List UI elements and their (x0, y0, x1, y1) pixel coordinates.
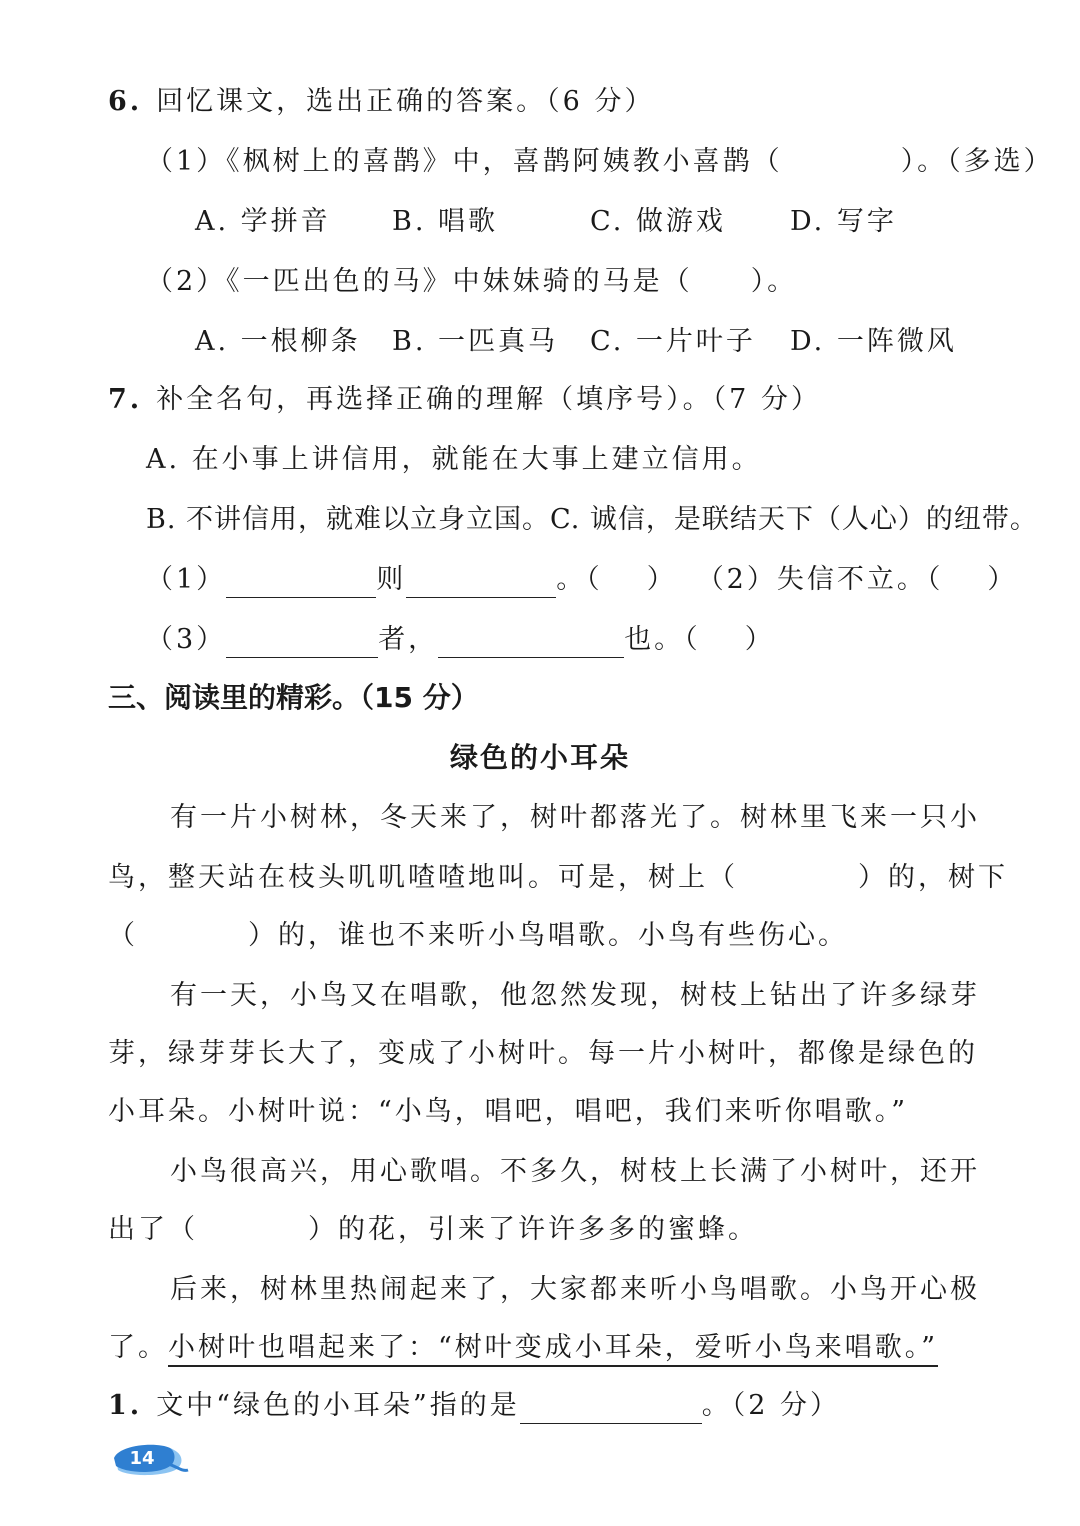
passage-line-2-tail: ）的，树下 (858, 862, 1008, 893)
passage-line-8-text: ）的花，引来了许许多多的蜜蜂。 (308, 1214, 758, 1245)
q6-header (108, 84, 654, 120)
q6-sub2-option-a: A. 一根柳条 (195, 326, 361, 357)
q7-fill-1-label: （1） (146, 564, 227, 595)
q7-option-bc: B. 不讲信用，就难以立身立国。C. 诚信，是联结天下（人心）的纽带。 (146, 504, 1038, 535)
passage-line-1: 有一片小树林，冬天来了，树叶都落光了。树林里飞来一只小 (170, 802, 980, 833)
q7-fill-3-blank-b[interactable] (438, 627, 624, 658)
passage-line-3-text: ）的，谁也不来听小鸟唱歌。小鸟有些伤心。 (248, 920, 848, 951)
reading-q1-blank[interactable] (520, 1393, 702, 1424)
reading-q1-number: 1. (108, 1390, 143, 1421)
q7-fill-1-blank-a[interactable] (226, 567, 376, 598)
passage-underlined-sentence: 小树叶也唱起来了：“树叶变成小耳朵，爱听小鸟来唱歌。” (168, 1332, 938, 1367)
q6-sub1-option-a: A. 学拼音 (195, 206, 331, 237)
page-number: 14 (129, 1448, 155, 1469)
q7-fill-2-close: ） (987, 564, 1018, 595)
passage-line-5: 芽，绿芽芽长大了，变成了小树叶。每一片小树叶，都像是绿色的 (108, 1038, 978, 1069)
q7-option-a: A. 在小事上讲信用，就能在大事上建立信用。 (146, 444, 762, 475)
q6-sub1-option-d: D. 写字 (790, 206, 897, 237)
q7-fill-1-mid: 则 (376, 564, 407, 595)
q7-fill-3-label: （3） (146, 624, 227, 655)
q6-sub2 (146, 264, 797, 300)
passage-line-3-open: （ (108, 920, 138, 951)
q7-fill-2-label: （2）失信不立。（ (696, 564, 944, 595)
passage-line-2-text: 鸟，整天站在枝头叽叽喳喳地叫。可是，树上（ (108, 862, 738, 893)
q7-fill-1-blank-b[interactable] (406, 567, 556, 598)
q7-fill-3-close: ） (744, 624, 775, 655)
q7-fill-1 (146, 562, 1017, 598)
q7-header (108, 382, 821, 418)
q6-number: 6. (108, 86, 143, 117)
q6-sub1-option-b: B. 唱歌 (392, 206, 499, 237)
passage-title: 绿色的小耳朵 (449, 741, 630, 774)
q7-fill-1-close: ） (646, 564, 677, 595)
q6-sub1-option-c: C. 做游戏 (590, 206, 726, 237)
q6-sub2-pre: （2）《一匹出色的马》中妹妹骑的马是（ (146, 266, 693, 297)
passage-line-7: 小鸟很高兴，用心歌唱。不多久，树枝上长满了小树叶，还开 (170, 1156, 980, 1187)
q7-fill-3-end: 也。（ (624, 624, 701, 655)
page-number-badge (112, 1440, 190, 1480)
passage-line-9: 后来，树林里热闹起来了，大家都来听小鸟唱歌。小鸟开心极 (170, 1274, 980, 1305)
q6-sub1-post: ）。（多选） (900, 146, 1054, 177)
passage-line-8-open: 出了（ (108, 1214, 198, 1245)
reading-q1-end: 。（2 分） (701, 1390, 841, 1421)
section-3-heading: 三、阅读里的精彩。（15 分） (108, 681, 479, 714)
q7-fill-3 (146, 622, 775, 658)
passage-line-4: 有一天，小鸟又在唱歌，他忽然发现，树枝上钻出了许多绿芽 (170, 980, 980, 1011)
passage-line-10-start: 了。 (108, 1332, 168, 1363)
q6-sub2-option-b: B. 一匹真马 (392, 326, 559, 357)
q6-sub2-post: ）。 (750, 266, 798, 297)
passage-line-6: 小耳朵。小树叶说：“小鸟，唱吧，唱吧，我们来听你唱歌。” (108, 1096, 909, 1127)
q7-stem: 补全名句，再选择正确的理解（填序号）。（7 分） (156, 384, 821, 415)
passage-line-8 (108, 1212, 758, 1248)
passage-line-3 (108, 918, 848, 954)
reading-q1-stem: 文中“绿色的小耳朵”指的是 (156, 1390, 520, 1421)
q7-fill-3-mid: 者， (378, 624, 439, 655)
reading-q1 (108, 1388, 840, 1424)
q7-fill-3-blank-a[interactable] (226, 627, 378, 658)
q6-sub2-option-d: D. 一阵微风 (790, 326, 957, 357)
q6-sub1-pre: （1）《枫树上的喜鹊》中，喜鹊阿姨教小喜鹊（ (146, 146, 783, 177)
passage-line-10 (108, 1330, 938, 1366)
q6-sub2-option-c: C. 一片叶子 (590, 326, 756, 357)
q7-fill-1-end: 。（ (556, 564, 603, 595)
passage-line-2 (108, 860, 1008, 896)
q6-sub1 (146, 144, 1054, 180)
q6-stem: 回忆课文，选出正确的答案。（6 分） (156, 86, 655, 117)
q7-number: 7. (108, 384, 143, 415)
